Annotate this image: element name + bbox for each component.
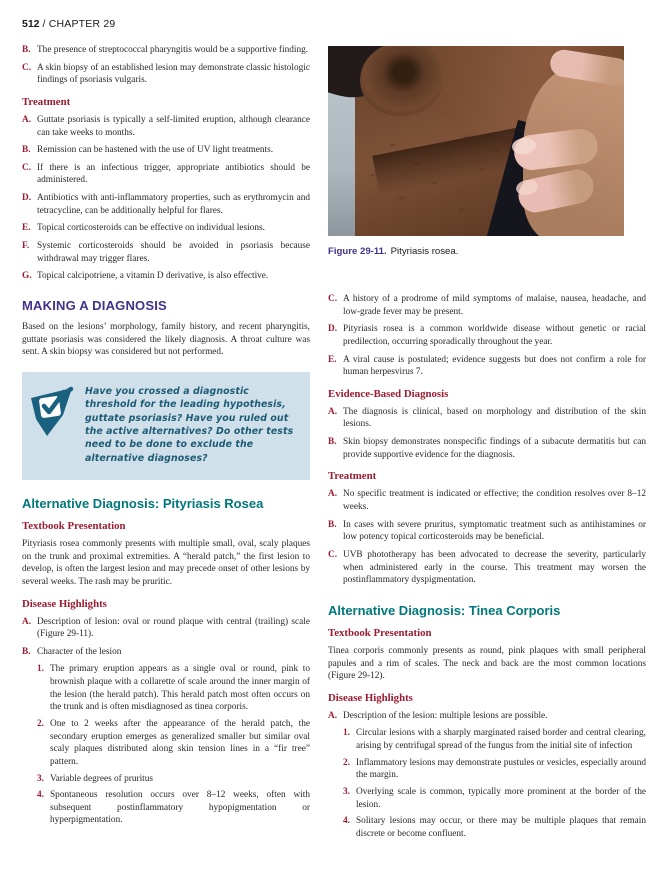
list-item-text: In cases with severe pruritus, symptomatic treatment such as antihistamines or low potency topical corticosteroids may be beneficial. [343, 519, 646, 543]
list-item-label: C. [22, 62, 32, 73]
list-item [328, 323, 646, 348]
textbook-presentation-paragraph-2: Tinea corporis commonly presents as round, pink plaques with small peripheral papules and a rim of scales. The neck and back are the most common locations (Figure 29-12). [328, 645, 646, 682]
list-item-text: Pityriasis rosea is a common worldwide disease without genetic or racial predilection, occurring sporadically throughout the year. [343, 324, 646, 347]
list-item-label: E. [22, 223, 31, 234]
subheading-disease-highlights-2: Disease Highlights [328, 691, 413, 704]
figure-29-11 [328, 46, 646, 257]
section-heading-alt-diagnosis-tinea: Alternative Diagnosis: Tinea Corporis [328, 602, 561, 618]
list-item-label: 1. [37, 664, 44, 675]
list-item-label: A. [328, 710, 338, 721]
list-item-text: The diagnosis is clinical, based on morphology and distribution of the skin lesions. [343, 406, 646, 430]
section-heading-alt-diagnosis-pityriasis: Alternative Diagnosis: Pityriasis Rosea [22, 495, 264, 511]
list-item-text: Variable degrees of pruritus [50, 773, 154, 784]
list-item [22, 222, 310, 235]
list-item [37, 789, 310, 827]
numbered-sublist [343, 727, 646, 840]
subheading-textbook-presentation-2: Textbook Presentation [328, 626, 432, 639]
subheading-evidence-based-diagnosis: Evidence-Based Diagnosis [328, 387, 449, 400]
section-heading-treatment: Treatment [22, 95, 71, 108]
list-item [328, 436, 646, 461]
list-item-text: Antibiotics with anti-inflammatory properties, such as erythromycin and tetracycline, can be additionally helpful for flares. [37, 193, 310, 216]
list-item-label: B. [22, 646, 31, 657]
checkbox-banner-icon [30, 385, 76, 437]
list-item [328, 488, 646, 513]
figure-label: Figure 29-11. [328, 246, 387, 257]
list-item-label: B. [328, 519, 337, 530]
list-item [37, 773, 310, 786]
list-item [37, 718, 310, 769]
list-item-label: A. [22, 114, 32, 125]
making-diagnosis-paragraph: Based on the lesions’ morphology, family history, and recent pharyngitis, guttate psoriasis was considered the likely diagnosis. A throat culture was sent. A skin biopsy was considered but not performed. [22, 321, 310, 358]
list-item-text: Description of lesion: oval or round plaque with central (trailing) scale (Figure 29-11). [37, 616, 310, 640]
list-item-text: Skin biopsy demonstrates nonspecific findings of a subacute dermatitis but can provide supportive evidence for the diagnosis. [343, 437, 646, 460]
list-item-label: G. [22, 271, 32, 282]
page-number: 512 [22, 18, 40, 30]
continued-list [328, 293, 646, 379]
list-item-text: A viral cause is postulated; evidence suggests but does not confirm a role for human herpesvirus 7. [343, 354, 646, 378]
list-item-text: A skin biopsy of an established lesion may demonstrate classic histologic findings of psoriasis vulgaris. [37, 62, 310, 86]
list-item-text: One to 2 weeks after the appearance of the herald patch, the secondary eruption emerges as generalized smaller but similar oval scaly plaques distributed along skin tension lines in a “fir tree” pattern. [50, 719, 310, 767]
left-column [22, 44, 310, 845]
list-item-label: 2. [37, 719, 44, 729]
list-item-text: Topical calcipotriene, a vitamin D derivative, is also effective. [37, 271, 269, 282]
list-item-label: 4. [343, 816, 350, 827]
list-item [22, 270, 310, 283]
list-item-label: B. [22, 45, 31, 55]
right-column [328, 44, 646, 845]
list-item-label: C. [328, 294, 338, 304]
numbered-sublist [37, 663, 310, 827]
list-item-label: B. [328, 437, 337, 448]
list-item [343, 786, 646, 811]
list-item [343, 757, 646, 782]
list-item-text: Topical corticosteroids can be effective on individual lesions. [37, 223, 265, 234]
list-item [22, 646, 310, 659]
list-item-text: Inflammatory lesions may demonstrate pustules or vesicles, especially around the margin. [356, 757, 646, 781]
list-item-label: C. [328, 549, 338, 560]
list-item-label: 2. [343, 757, 350, 768]
figure-caption-text: Pityriasis rosea. [390, 246, 459, 257]
list-item [328, 710, 646, 723]
list-item-label: A. [328, 489, 338, 500]
list-item-text: Solitary lesions may occur, or there may be multiple plaques that remain discrete or become confluent. [356, 816, 646, 839]
textbook-presentation-paragraph: Pityriasis rosea commonly presents with multiple small, oval, scaly plaques on the trunk and proximal extremities. A “herald patch,” the first lesion to develop, is often the largest lesion and may precede onset of other lesions by several weeks. The rash may be pruritic. [22, 538, 310, 587]
figure-caption [328, 246, 646, 257]
list-item-label: A. [22, 616, 32, 627]
list-item [22, 240, 310, 265]
list-item-text: UVB phototherapy has been advocated to decrease the severity, particularly when administered early in the course. This treatment may worsen the postinflammatory dyspigmentation. [343, 549, 646, 586]
list-item-text: Description of the lesion: multiple lesions are possible. [343, 710, 548, 721]
list-item [22, 44, 310, 57]
list-item-text: If there is an infectious trigger, appropriate antibiotics should be administered. [37, 162, 310, 186]
subheading-treatment: Treatment [328, 470, 377, 483]
list-item [22, 144, 310, 157]
list-item [328, 293, 646, 318]
list-item [328, 406, 646, 431]
list-item [22, 114, 310, 139]
running-head [22, 18, 646, 30]
list-item [22, 162, 310, 187]
subheading-disease-highlights: Disease Highlights [22, 597, 107, 610]
list-item [22, 62, 310, 87]
list-item-text: A history of a prodrome of mild symptoms of malaise, nausea, headache, and low-grade fever may be present. [343, 294, 646, 317]
list-item-label: B. [22, 145, 31, 156]
list-item-label: C. [22, 162, 32, 173]
list-item [343, 727, 646, 752]
list-item [328, 549, 646, 587]
list-item-text: Guttate psoriasis is typically a self-limited eruption, although clearance can take weeks to months. [37, 114, 310, 138]
figure-photo [328, 46, 624, 236]
list-item-text: Circular lesions with a sharply marginated raised border and central clearing, arising by centrifugal spread of the fungus from the initial site of infection [356, 728, 646, 752]
list-item-label: A. [328, 406, 338, 417]
list-item [22, 616, 310, 641]
list-item [343, 815, 646, 840]
list-item-label: D. [22, 193, 32, 204]
list-item [328, 354, 646, 379]
list-item [22, 192, 310, 217]
callout-question-text: Have you crossed a diagnostic threshold for the leading hypothesis, guttate psoriasis? Have you ruled out the active alternatives? Do other tests need to be done to exclude the alternative diagnoses? [85, 385, 294, 464]
list-item [37, 663, 310, 714]
list-item [328, 519, 646, 544]
list-item-label: F. [22, 241, 30, 252]
list-item-text: Overlying scale is common, typically more prominent at the border of the lesion. [356, 787, 646, 810]
list-item-label: 3. [37, 773, 44, 784]
list-item-text: Systemic corticosteroids should be avoided in psoriasis because withdrawal may trigger flares. [37, 241, 310, 264]
diagnostic-callout-box [22, 372, 310, 480]
list-item-label: E. [328, 354, 337, 365]
list-item-label: 1. [343, 728, 350, 739]
list-item-text: Remission can be hastened with the use of UV light treatments. [37, 145, 274, 156]
list-item-text: Character of the lesion [37, 646, 122, 657]
list-item-text: The presence of streptococcal pharyngitis would be a supportive finding. [37, 45, 309, 55]
list-item-label: 4. [37, 790, 44, 801]
list-item-text: The primary eruption appears as a single oval or round, pink to brownish plaque with a collarette of scale around the inner margin of the lesion (the herald patch). This herald patch most often occurs on the trunk and is often misdiagnosed as tinea corporis. [50, 664, 310, 713]
list-item-text: No specific treatment is indicated or effective; the condition resolves over 8–12 weeks. [343, 489, 646, 513]
subheading-textbook-presentation: Textbook Presentation [22, 519, 126, 532]
list-item-label: 3. [343, 787, 350, 798]
section-heading-making-a-diagnosis: MAKING A DIAGNOSIS [22, 297, 167, 313]
list-item-text: Spontaneous resolution occurs over 8–12 weeks, often with subsequent postinflammatory hypopigmentation or hyperpigmentation. [50, 790, 310, 826]
chapter-label: / CHAPTER 29 [42, 18, 116, 30]
list-item-label: D. [328, 324, 338, 335]
